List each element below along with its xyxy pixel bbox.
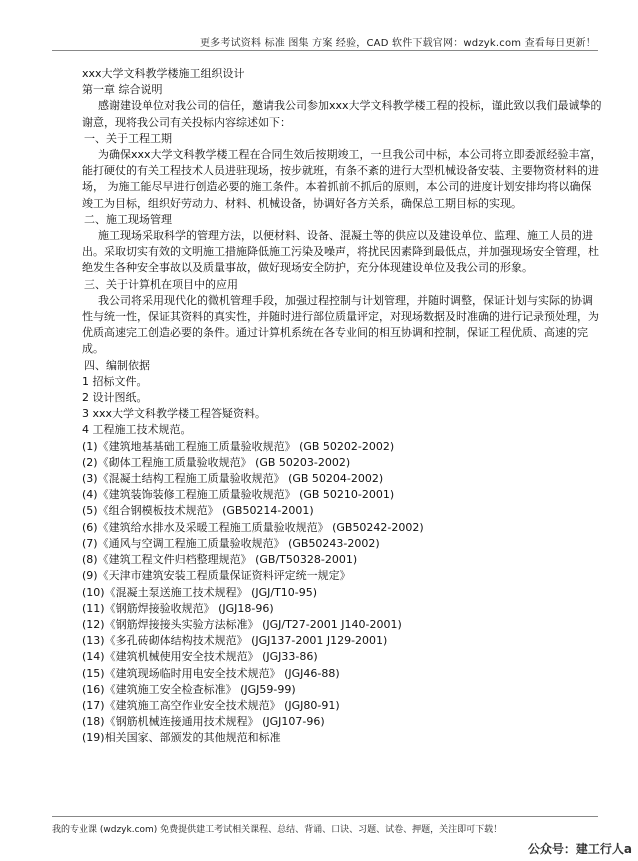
standard-item: (13)《多孔砖砌体结构技术规范》 (JGJ137-2001 J129-2001) (82, 634, 388, 648)
page-footer: 我的专业课 (wdzyk.com) 免费提供建工考试相关课程、总结、背诵、口诀、习题、试卷、押题，关注即可下载！ (52, 825, 503, 835)
standard-item: (3)《混凝土结构工程施工质量验收规范》 (GB 50204-2002) (82, 472, 384, 486)
basis-item: 3 xxx大学文科教学楼工程答疑资料。 (82, 407, 267, 421)
intro-paragraph: 感谢建设单位对我公司的信任，邀请我公司参加xxx大学文科教学楼工程的投标，谨此致以我们最诚挚的谢意，现将我公司有关投标内容综述如下： (82, 99, 602, 129)
standard-item: (18)《钢筋机械连接通用技术规程》 (JGJ107-96) (82, 715, 325, 729)
standard-item: (14)《建筑机械使用安全技术规范》 (JGJ33-86) (82, 650, 318, 664)
section-3-heading: 三、关于计算机在项目中的应用 (84, 277, 238, 291)
basis-item: 2 设计图纸。 (82, 391, 148, 405)
chapter-heading: 第一章 综合说明 (82, 83, 163, 97)
standard-item: (1)《建筑地基基础工程施工质量验收规范》 (GB 50202-2002) (82, 439, 395, 453)
standard-item: (9)《天津市建筑安装工程质量保证资料评定统一规定》 (82, 569, 351, 583)
standards-list (82, 439, 602, 747)
doc-title: xxx大学文科教学楼施工组织设计 (82, 67, 245, 80)
standard-item: (19)相关国家、部颁发的其他规范和标准 (82, 731, 281, 745)
standard-item: (6)《建筑给水排水及采暖工程施工质量验收规范》 (GB50242-2002) (82, 520, 424, 534)
basis-item: 1 招标文件。 (82, 374, 148, 388)
standard-item: (16)《建筑施工安全检查标准》 (JGJ59-99) (82, 682, 296, 696)
standard-item: (17)《建筑施工高空作业安全技术规范》 (JGJ80-91) (82, 698, 340, 712)
section-1-body: 为确保xxx大学文科教学楼工程在合同生效后按期竣工，一旦我公司中标，本公司将立即委派经验丰富，能打硬仗的有关工程技术人员进驻现场，按步就班，有条不紊的进行大型机械设备安装、主要物资材料的进场， 为施工能尽早进行创造必要的施工条件。本着抓前不抓后的原则，本公司的进度计划安排均将以确保竣工为目标，组织好劳动力、材料、机械设备，协调好各方关系，确保总工期目标的实现。 (82, 148, 602, 210)
standard-item: (2)《砌体工程施工质量验收规范》 (GB 50203-2002) (82, 455, 351, 469)
standard-item: (10)《混凝土泵送施工技术规程》 (JGJ/T10-95) (82, 585, 318, 599)
standard-item: (5)《组合钢模板技术规范》 (GB50214-2001) (82, 504, 314, 518)
basis-item: 4 工程施工技术规范。 (82, 423, 192, 437)
section-2-body: 施工现场采取科学的管理方法，以便材料、设备、混凝土等的供应以及建设单位、监理、施工人员的进出。采取切实有效的文明施工措施降低施工污染及噪声，将扰民因素降到最低点，并加强现场安全管理，杜绝发生各种安全事故以及质量事故，做好现场安全防护，充分体现建设单位及我公司的形象。 (82, 229, 599, 275)
standard-item: (7)《通风与空调工程施工质量验收规范》 (GB50243-2002) (82, 536, 380, 550)
standard-item: (8)《建筑工程文件归档整理规范》 (GB/T50328-2001) (82, 553, 358, 567)
page-header: 更多考试资料 标准 图集 方案 经验，CAD 软件下载官网：wdzyk.com 查看每日更新！ (199, 38, 596, 49)
watermark: 公众号：建工行人a (527, 842, 632, 856)
standard-item: (12)《钢筋焊接接头实验方法标准》 (JGJ/T27-2001 J140-2001) (82, 617, 402, 631)
standard-item: (11)《钢筋焊接验收规范》 (JGJ18-96) (82, 601, 274, 615)
document-body (82, 66, 602, 747)
standard-item: (4)《建筑装饰装修工程施工质量验收规范》 (GB 50210-2001) (82, 488, 395, 502)
section-3-body: 我公司将采用现代化的微机管理手段，加强过程控制与计划管理，并随时调整，保证计划与实际的协调性与统一性，保证其资料的真实性，并随时进行部位质量评定，对现场数据及时准确的进行记录预处理，为优质高速完工创造必要的条件。通过计算机系统在各专业间的相互协调和控制，保证工程优质、高速的完成。 (82, 293, 599, 356)
standard-item: (15)《建筑现场临时用电安全技术规范》 (JGJ46-88) (82, 666, 340, 680)
section-2-heading: 二、施工现场管理 (84, 212, 172, 226)
header-divider (52, 50, 598, 51)
section-1-heading: 一、关于工程工期 (84, 131, 172, 145)
section-4-heading: 四、编制依据 (84, 358, 150, 372)
basis-list (82, 374, 602, 439)
footer-divider (52, 816, 598, 817)
